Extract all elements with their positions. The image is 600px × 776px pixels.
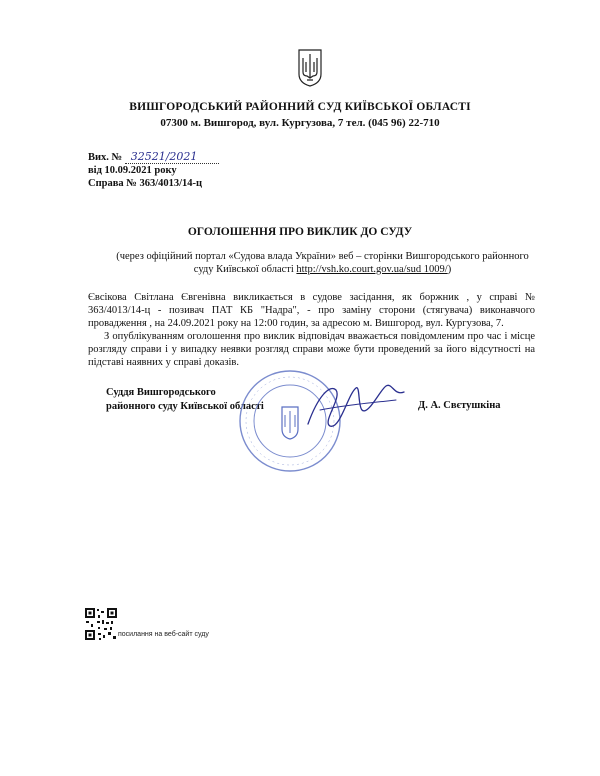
outgoing-label: Вих. № bbox=[88, 152, 123, 163]
court-name: ВИШГОРОДСЬКИЙ РАЙОННИЙ СУД КИЇВСЬКОЇ ОБЛАСТІ bbox=[129, 101, 471, 113]
judge-title-line1: Суддя Вишгородського bbox=[106, 387, 216, 398]
registration-block bbox=[88, 150, 219, 190]
qr-code-icon[interactable] bbox=[84, 607, 118, 641]
judge-title-line2: районного суду Київської області bbox=[106, 401, 264, 412]
court-address: 07300 м. Вишгород, вул. Кургузова, 7 тел. (045 96) 22-710 bbox=[160, 117, 440, 129]
outgoing-number: 32521/2021 bbox=[125, 150, 219, 164]
notice-title: ОГОЛОШЕННЯ ПРО ВИКЛИК ДО СУДУ bbox=[187, 226, 413, 238]
qr-caption: посилання на веб-сайт суду bbox=[118, 631, 209, 638]
summons-paragraph: Євсікова Світлана Євгенівна викликається в судове засідання, як боржник , у справі № 363/4013/14-ц - позивач ПАТ КБ "Надра", - про заміну сторони (стягувача) виконавчого провадження , на 24.09.2021 року на 12:00 годин, за адресою м. Вишгород, вул. Кургузова, 7. bbox=[88, 292, 535, 329]
outgoing-number-line bbox=[88, 150, 219, 164]
date-line: від 10.09.2021 року bbox=[88, 165, 177, 176]
case-number: Справа № 363/4013/14-ц bbox=[88, 178, 203, 189]
portal-text: (через офіційний портал «Судова влада України» веб – сторінки Вишгородського районного суду Київської області bbox=[116, 251, 529, 275]
handwritten-signature-icon bbox=[300, 376, 410, 436]
court-website-link[interactable]: http://vsh.ko.court.gov.ua/sud 1009/ bbox=[296, 264, 448, 275]
notice-body bbox=[88, 291, 535, 369]
judge-name: Д. А. Свєтушкіна bbox=[418, 400, 501, 411]
ukraine-trident-icon bbox=[297, 48, 323, 88]
portal-note bbox=[110, 250, 535, 276]
consequences-paragraph: З опублікуванням оголошення про виклик відповідач вважається повідомленим про час і місце розгляду справи і у випадку неявки розгляд справи може бути проведений за його відсутності на підставі наявних у справі доказів. bbox=[88, 331, 535, 368]
portal-close: ) bbox=[447, 264, 452, 275]
